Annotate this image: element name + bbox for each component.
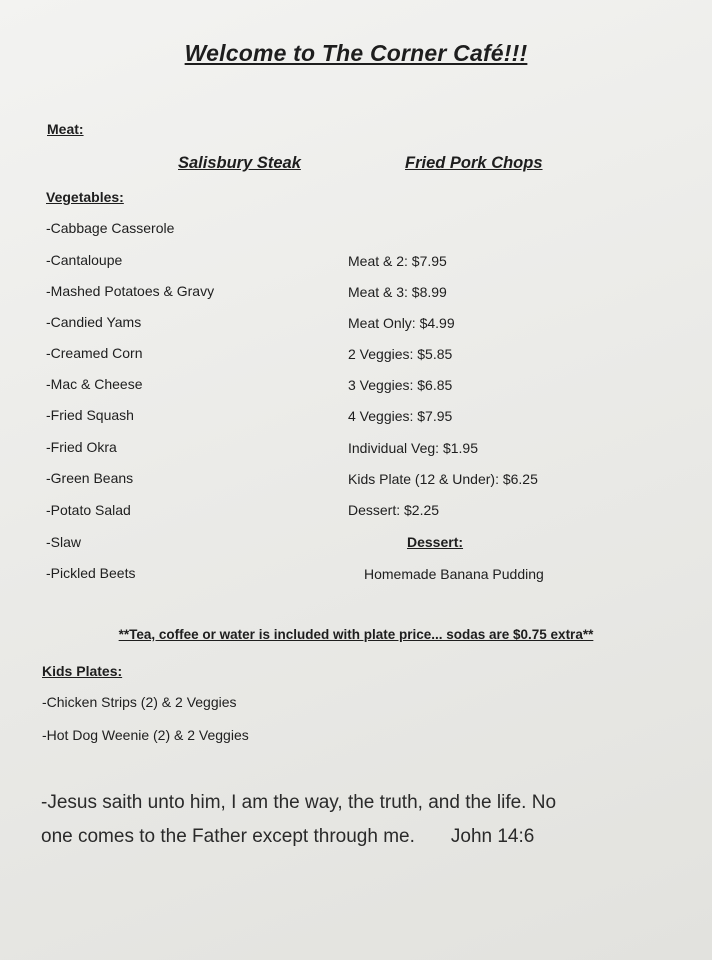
vegetable-item: -Cantaloupe [46, 252, 123, 268]
kids-plate-item: -Chicken Strips (2) & 2 Veggies [42, 694, 237, 710]
vegetable-item: -Candied Yams [46, 314, 142, 330]
vegetable-item: -Slaw [46, 534, 82, 550]
vegetable-item: -Creamed Corn [46, 345, 143, 361]
dessert-item: Homemade Banana Pudding [364, 566, 544, 582]
vegetable-item: -Mashed Potatoes & Gravy [46, 283, 215, 299]
price-item: 4 Veggies: $7.95 [348, 408, 453, 424]
price-item: 3 Veggies: $6.85 [348, 377, 453, 393]
vegetable-item: -Pickled Beets [46, 565, 136, 581]
scripture-line-2 [41, 826, 534, 848]
kids-plates-heading: Kids Plates: [42, 663, 123, 679]
price-item: Meat Only: $4.99 [348, 315, 455, 331]
vegetable-item: -Fried Squash [46, 407, 134, 423]
kids-plate-item: -Hot Dog Weenie (2) & 2 Veggies [42, 727, 249, 743]
price-item: Individual Veg: $1.95 [348, 440, 478, 456]
meat-option-1: Salisbury Steak [178, 154, 301, 172]
scripture-reference: John 14:6 [450, 826, 535, 847]
price-item: Dessert: $2.25 [348, 502, 440, 518]
dessert-heading: Dessert: [407, 534, 464, 550]
price-item: Meat & 3: $8.99 [348, 284, 447, 300]
price-item: Kids Plate (12 & Under): $6.25 [348, 471, 538, 487]
vegetable-item: -Fried Okra [46, 439, 117, 455]
drinks-note: **Tea, coffee or water is included with plate price... sodas are $0.75 extra** [118, 627, 594, 642]
vegetable-item: -Potato Salad [46, 502, 131, 518]
price-item: 2 Veggies: $5.85 [348, 346, 453, 362]
vegetables-heading: Vegetables: [46, 189, 124, 205]
page-title: Welcome to The Corner Café!!! [184, 40, 528, 66]
vegetable-item: -Mac & Cheese [46, 376, 143, 392]
vegetable-item: -Cabbage Casserole [46, 220, 175, 236]
scripture-line-1: -Jesus saith unto him, I am the way, the truth, and the life. No [41, 792, 557, 813]
meat-option-2: Fried Pork Chops [405, 154, 543, 172]
meat-heading: Meat: [47, 121, 84, 137]
price-item: Meat & 2: $7.95 [348, 253, 447, 269]
scripture-text: one comes to the Father except through me. [41, 826, 415, 847]
vegetable-item: -Green Beans [46, 470, 134, 486]
